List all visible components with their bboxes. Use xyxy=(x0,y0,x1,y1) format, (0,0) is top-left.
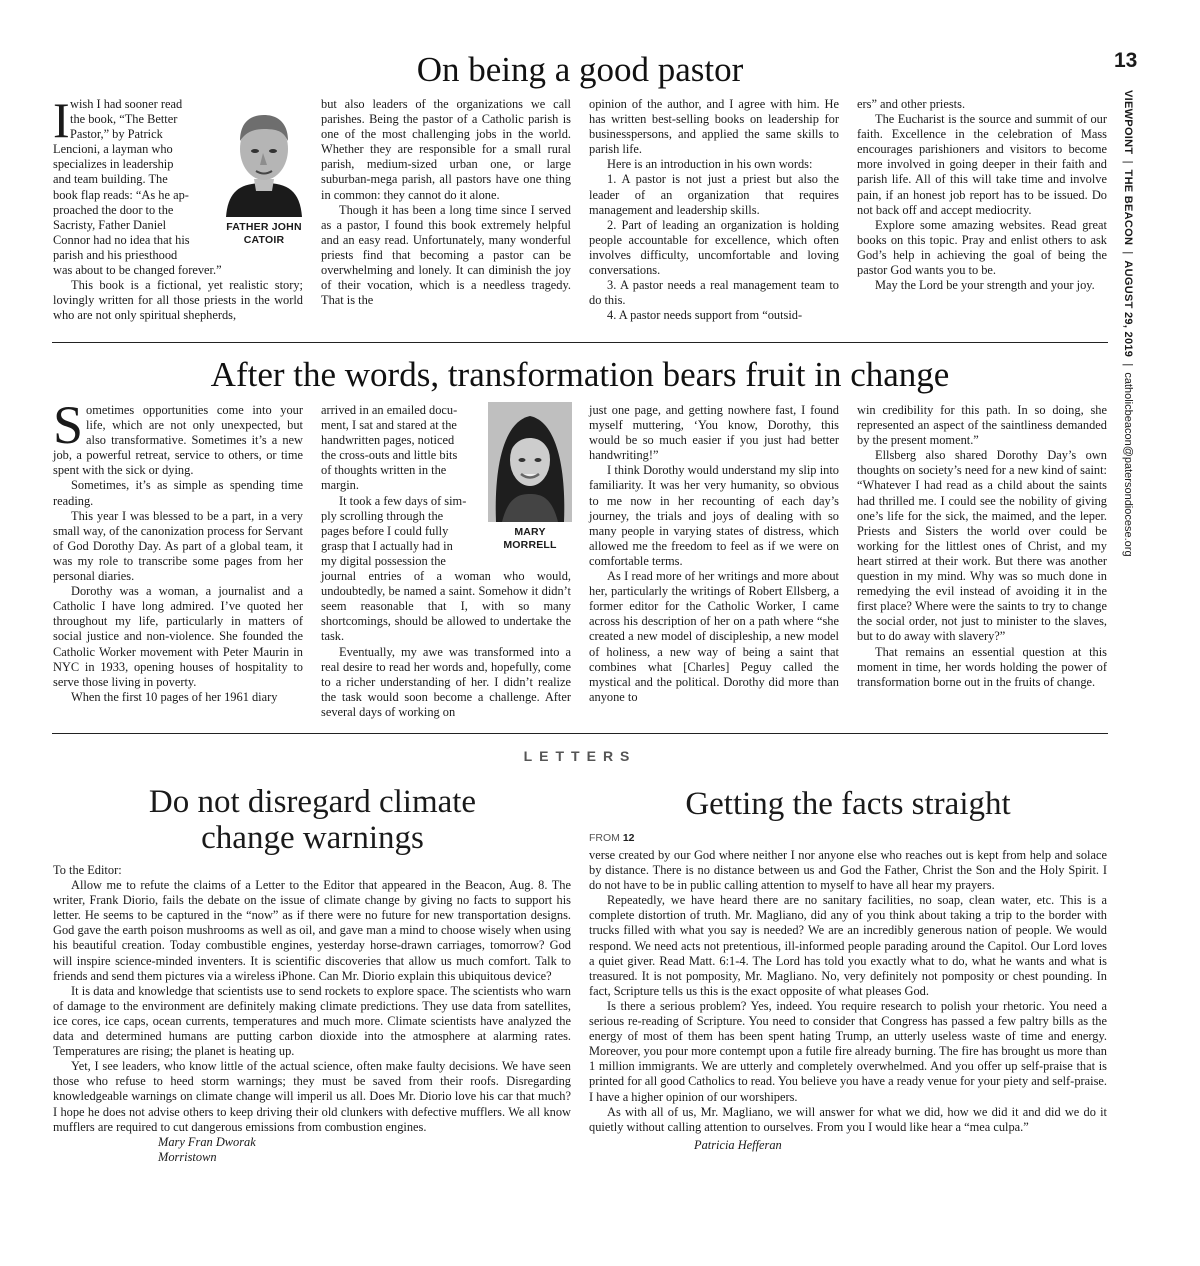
article1-col1-line: was about to be changed forever.” xyxy=(53,263,222,278)
page-number: 13 xyxy=(1114,49,1138,72)
article2-headline: After the words, transformation bears fruit in change xyxy=(210,355,950,394)
sidebar-section: VIEWPOINT xyxy=(1122,90,1134,155)
article1-col1-line: Lencioni, a layman who xyxy=(53,142,173,157)
article2-col2-line: ply scrolling through the xyxy=(321,508,444,523)
letter1-salutation: To the Editor: xyxy=(53,863,122,877)
article1-paragraph: 1. A pastor is not just a priest but also the leader of an organization that requires management and leadership skills. xyxy=(589,172,839,217)
article1-paragraph: opinion of the author, and I agree with him. He has written best-selling books on leadership for businesspersons, and applied the same skills to parish life. xyxy=(589,97,839,157)
article2-col2-line: grasp that I actually had in xyxy=(321,538,453,553)
letters-section-label: LETTERS xyxy=(523,748,637,764)
article1-col1-line: Connor had no idea that his xyxy=(53,232,190,247)
caption-line: CATOIR xyxy=(243,234,285,246)
article1-headline: On being a good pastor xyxy=(416,50,744,89)
letter1-headline-line: Do not disregard climate xyxy=(148,784,477,820)
sidebar-separator-2: | xyxy=(1122,251,1134,255)
letter2-paragraph: verse created by our God where neither I nor anyone else who reaches out is kept from help and solace by distance. There is no distance between us and God the Father, Christ the Son and the Holy Spirit. I do not have to be in public calling attention to myself to have all hear my prayers. xyxy=(589,848,1107,893)
section-divider xyxy=(52,733,1108,734)
article2-col2-line: handwritten pages, noticed xyxy=(321,433,455,448)
author-photo-mary-morrell xyxy=(488,402,572,522)
letter2-paragraph: Is there a serious problem? Yes, indeed. You require research to polish your rhetoric. You need a serious re-reading of Scripture. You need to consider that Congress has passed a few paltry bills as the energy of most of them has been spent hating Trump, an utterly useless waste of time and energy. Moreover, you pour more contempt upon a futile fire already burning. The fire has brought us more than 1 million immigrants. We are utterly and completely overwhelmed. And you offer up self-praise that is printed for all good Catholics to read. You believe you have a ready venue for your piety and self-praise. I have a higher opinion of our worshipers. xyxy=(589,998,1107,1104)
article1-col1-line: proached the door to the xyxy=(53,202,174,217)
article2-col1 xyxy=(53,395,303,705)
letter2-headline: Getting the facts straight xyxy=(685,786,1011,822)
article2-paragraph: journal entries of a woman who would, undoubtedly, be named a saint. Somehow it didn’t seem reasonable that I, with so many shortcomings, should be allowed to undertake the task. xyxy=(321,569,571,644)
article2-col2-line: my digital possession the xyxy=(321,553,446,568)
article2-col2-line: It took a few days of sim- xyxy=(339,493,467,508)
letter1-paragraph: Allow me to refute the claims of a Letter to the Editor that appeared in the Beacon, Aug. 8. The writer, Frank Diorio, fails the debate on the issue of climate change by giving no facts to support his letter. He seems to be captured in the “now” as if there were no future for new transportation designs. God gave the earth poison mushrooms as well as oil, and gave man a mind to choose wisely when using his beautiful creation. Today combustible engines, yesterday horse-drawn carriages, tomorrow? God will inspire science-minded inventers. It is scientific discoveries that allow us much comfort. Talk to friends and send them pictures via a wireless iPhone. Can Mr. Diorio explain this ubiquitous device? xyxy=(53,878,571,983)
sidebar-publication: THE BEACON xyxy=(1122,169,1134,246)
portrait-illustration xyxy=(222,99,306,217)
article1-col1-line: parish and his priesthood xyxy=(53,247,178,262)
article1-col1-line: book flap reads: “As he ap- xyxy=(53,187,189,202)
caption-line: MARY xyxy=(514,526,546,538)
article2-col2-line: of thoughts written in the xyxy=(321,463,447,478)
letter2-paragraph: Repeatedly, we have heard there are no sanitary facilities, no soap, clean water, etc. This is a complete distortion of truth. Mr. Magliano, did any of you think about taking a trip to the border with trucks filled with what you say is needed? We are an incredibly generous nation of people. We would respond. We need acts not pretentious, ill-informed people parading around the Capitol. Our Lord loves a quiet giver. Read Matt. 6:1-4. The Lord has told you exactly what to do, what he wants and what is treasured. It is not pomposity, Mr. Magliano. No, very definitely not pomposity or chest pounding. In fact, Scripture tells us this is the exact opposite of what pleases God. xyxy=(589,893,1107,998)
sidebar-website[interactable]: catholicbeacon@patersondiocese.org xyxy=(1122,372,1134,557)
letter2-body xyxy=(589,848,1107,1153)
article2-paragraph: That remains an essential question at this moment in time, her words holding the power of transformation borne out in the fruits of change. xyxy=(857,644,1107,689)
article1-col4 xyxy=(857,97,1107,293)
letter1-paragraph: It is data and knowledge that scientists use to send rockets to explore space. The scientists who warn of damage to the environment are definitely making climate predictions. They use data from satellites, ice cores, ice caps, ocean currents, temperatures and much more. Climate scientists have analyzed the data and determined humans are putting carbon dioxide into the atmosphere at alarming rates. Temperatures are rising; the planet is heating up. xyxy=(53,983,571,1059)
article1-paragraph: Explore some amazing websites. Read great books on this topic. Pray and enlist others to ask God’s help in achieving the goal of being the pastor God wants you to be. xyxy=(857,217,1107,278)
letter1-signature-name: Mary Fran Dworak xyxy=(158,1134,256,1149)
author-caption-morrell xyxy=(488,526,572,552)
article1-col1-line: Sacristy, Father Daniel xyxy=(53,217,167,232)
article2-paragraph: Sometimes, it’s as simple as spending time reading. xyxy=(53,478,303,508)
author-photo-father-john-catoir xyxy=(222,99,306,217)
article1-col1-line: Pastor,” by Patrick xyxy=(70,127,163,142)
sidebar-separator-3: | xyxy=(1122,363,1134,367)
caption-line: FATHER JOHN xyxy=(226,221,302,233)
article2-paragraph: I think Dorothy would understand my slip into familiarity. It was her very humanity, so obvious to me now in her recounting of each day’s journey, the trials and joys of dealing with so many people in varying states of distress, which allowed me the freedom to feel as if we were on comfortable terms. xyxy=(589,463,839,568)
article2-col4 xyxy=(857,403,1107,690)
sidebar-date: AUGUST 29, 2019 xyxy=(1122,260,1134,358)
article1-paragraph: This book is a fictional, yet realistic story; lovingly written for all those priests in the world who are not only spiritual shepherds, xyxy=(53,278,303,323)
article1-dropcap: I xyxy=(53,92,70,148)
article1-col1-line: the book, “The Better xyxy=(70,112,178,127)
article1-col3 xyxy=(589,97,839,323)
article1-paragraph: 2. Part of leading an organization is holding people accountable for excellence, which often involves difficulty, uncomfortable and loving conversations. xyxy=(589,217,839,278)
letter1-headline-line: change warnings xyxy=(201,820,424,856)
article2-paragraph: When the first 10 pages of her 1961 diary xyxy=(71,689,278,704)
article1-paragraph: Though it has been a long time since I served as a pastor, I found this book extremely helpful and an easy read. Unfortunately, many wonderful priests find that becoming a pastor can be overwhelming and lonely. It can diminish the joy of their vocation, which is a needless tragedy. That is the xyxy=(321,202,571,308)
article2-paragraph: This year I was blessed to be a part, in a very small way, of the canonization process for Servant of God Dorothy Day. As part of a global team, it was my role to transcribe some pages from her personal diaries. xyxy=(53,508,303,584)
article1-paragraph: May the Lord be your strength and your joy. xyxy=(875,278,1095,293)
article2-paragraph: ometimes opportunities come into your life, which are not only unexpected, but also transformative. Sometimes it’s a new job, a powerful retreat, service to others, or time spent with the sick or dying. xyxy=(53,403,303,478)
sidebar-separator-1: | xyxy=(1122,160,1134,164)
letter2-signature-name: Patricia Hefferan xyxy=(694,1137,782,1152)
article1-col2 xyxy=(321,97,571,308)
article1-paragraph: 4. A pastor needs support from “outsid- xyxy=(607,308,803,323)
jump-from-page[interactable]: 12 xyxy=(622,832,635,844)
letter1-signature-town: Morristown xyxy=(158,1149,217,1164)
author-caption-catoir xyxy=(222,221,306,247)
article1-paragraph: ers” and other priests. xyxy=(857,97,966,111)
article1-paragraph: Here is an introduction in his own words: xyxy=(607,157,813,172)
article2-col3 xyxy=(589,403,839,705)
article2-col2-line: ment, I sat and stared at the xyxy=(321,418,457,433)
article2-paragraph: Dorothy was a woman, a journalist and a Catholic I have long admired. I’ve quoted her throughout my life, particularly in matters of social justice and non-violence. She founded the Catholic Worker movement with Peter Maurin in NYC in 1933, opening houses of hospitality to serve those living in poverty. xyxy=(53,584,303,689)
article1-paragraph: but also leaders of the organizations we call parishes. Being the pastor of a Catholic parish is one of the most challenging jobs in the world. Whether they are responsible for a small rural parish, medium-sized urban one, or large suburban-mega parish, all pastors have one thing in common: they cannot do it alone. xyxy=(321,97,571,202)
article1-paragraph: 3. A pastor needs a real management team to do this. xyxy=(589,278,839,308)
caption-line: MORRELL xyxy=(503,539,557,551)
article2-paragraph: win credibility for this path. In so doing, she represented an aspect of the saintliness demanded by the present moment.” xyxy=(857,403,1107,448)
article2-paragraph: Eventually, my awe was transformed into a real desire to read her words and, hopefully, come to a richer understanding of her. I didn’t realize the task would soon become a challenge. After several days of working on xyxy=(321,644,571,719)
article2-col2-line: margin. xyxy=(321,478,359,493)
portrait-illustration xyxy=(488,402,572,522)
article2-paragraph: just one page, and getting nowhere fast, I found myself muttering, ‘You know, Dorothy, this would be so much easier if you just had better handwriting!” xyxy=(589,403,839,463)
article1-col1-line: specializes in leadership xyxy=(53,157,174,172)
sidebar-folio xyxy=(1122,90,1134,557)
article2-col2-line: the cross-outs and little bits xyxy=(321,448,458,463)
article2-dropcap: S xyxy=(53,395,84,455)
letter2-paragraph: As with all of us, Mr. Magliano, we will answer for what we did, how we did it and did we do it quietly without calling attention to ourselves. From you I would like hear a “mea culpa.” xyxy=(589,1104,1107,1134)
letter1-headline xyxy=(60,784,565,856)
letter1-paragraph: Yet, I see leaders, who know little of the actual science, often make faulty decisions. We have seen those who refuse to heed storm warnings; they must be saved from their roofs. Disregarding knowledgeable warnings on climate change will imperil us all. Does Mr. Diorio love his car that much? I hope he does not advise others to keep driving their old clunkers with defective mufflers. We all know mufflers are required to cut dangerous emissions from combustion engines. xyxy=(53,1059,571,1134)
section-divider xyxy=(52,342,1108,343)
jump-from-label: FROM xyxy=(589,832,620,844)
article2-col2-line: pages before I could fully xyxy=(321,523,449,538)
article2-col2-line: arrived in an emailed docu- xyxy=(321,403,458,417)
article1-col1-line: and team building. The xyxy=(53,172,168,187)
letter1-body xyxy=(53,863,571,1165)
article1-paragraph: The Eucharist is the source and summit of our faith. Excellence in the celebration of Mass encourages parishioners and visitors to become more involved in going deeper in their faith and parish life. All of this will take time and involve pain, if an honest job report has to be issued. Do not back off and accept mediocrity. xyxy=(857,112,1107,217)
article1-col1-line: wish I had sooner read xyxy=(70,97,183,111)
article2-paragraph: Ellsberg also shared Dorothy Day’s own thoughts on society’s need for a new kind of saint: “Whatever I had read as a child about the saints had thrilled me. I could see the nobility of giving one’s life for the sick, the maimed, and the leper. Priests and Sisters the world over could be working for the littlest ones of Christ, and my heart stirred at their work. But there was another question in my mind. Why was so much done in remedying the evil instead of avoiding it in the first place? Where were the saints to try to change the social order, not just to minister to the slaves, but to do away with slavery?” xyxy=(857,448,1107,644)
article2-paragraph: As I read more of her writings and more about her, particularly the writings of Robert Ellsberg, a former editor for the Catholic Worker, I came across his description of her on a path where “she created a new model of discipleship, a new model of holiness, a new way of being a saint that combines what [Charles] Peguy called the mystical and the political. Dorothy did more than anyone to xyxy=(589,569,839,704)
letter2-jump-line xyxy=(589,832,635,844)
